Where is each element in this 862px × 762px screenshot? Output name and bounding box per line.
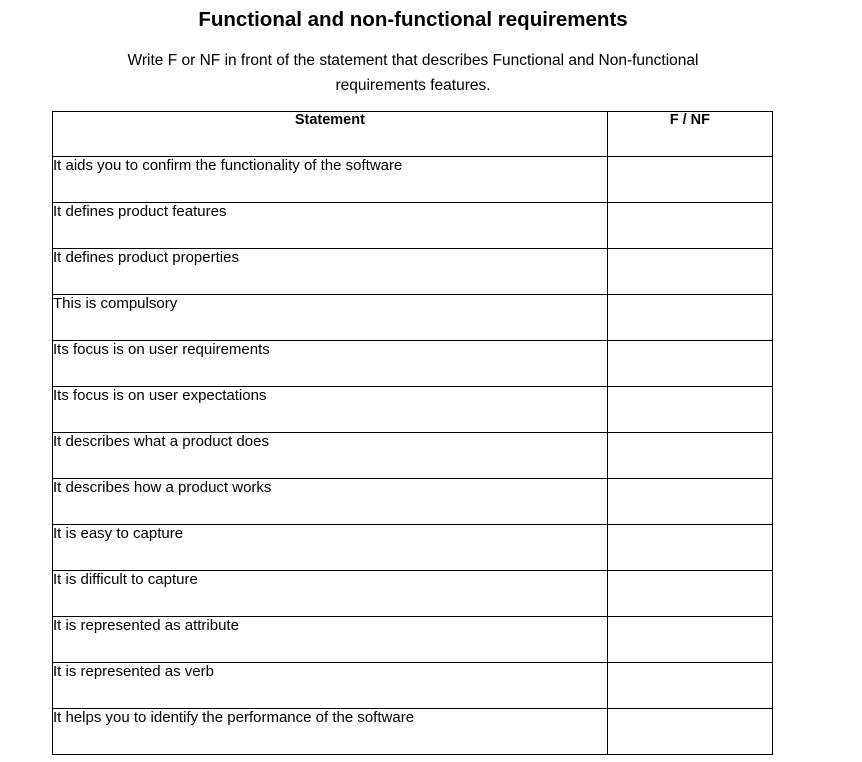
statement-cell: It defines product properties [53,249,608,295]
statement-cell: It describes how a product works [53,479,608,525]
statement-cell: It helps you to identify the performance of the software [53,709,608,755]
answer-cell[interactable] [607,295,772,341]
statement-cell: It describes what a product does [53,433,608,479]
table-row [53,157,773,203]
table-header-row [53,112,773,157]
answer-cell[interactable] [607,525,772,571]
table-row [53,249,773,295]
statement-cell: This is compulsory [53,295,608,341]
table-row [53,203,773,249]
table-row [53,433,773,479]
answer-cell[interactable] [607,617,772,663]
answer-cell[interactable] [607,433,772,479]
table-row [53,525,773,571]
answer-cell[interactable] [607,387,772,433]
answer-cell[interactable] [607,663,772,709]
table-row [53,571,773,617]
instructions-text: Write F or NF in front of the statement that describes Functional and Non-functional requirements features. [127,52,699,94]
table-row [53,709,773,755]
table-row [53,663,773,709]
statement-cell: Its focus is on user requirements [53,341,608,387]
statement-cell: It is difficult to capture [53,571,608,617]
page-title: Functional and non-functional requirements [198,8,628,31]
statement-cell: It is represented as verb [53,663,608,709]
table-row [53,387,773,433]
statement-cell: It is represented as attribute [53,617,608,663]
answer-cell[interactable] [607,479,772,525]
answer-cell[interactable] [607,157,772,203]
answer-cell[interactable] [607,203,772,249]
table-row [53,295,773,341]
answer-cell[interactable] [607,341,772,387]
statement-column-header: Statement [53,112,608,157]
statement-cell: It aids you to confirm the functionality of the software [53,157,608,203]
answer-cell[interactable] [607,249,772,295]
table-row [53,617,773,663]
answer-cell[interactable] [607,709,772,755]
table-row [53,341,773,387]
table-row [53,479,773,525]
statement-cell: Its focus is on user expectations [53,387,608,433]
requirements-table [52,111,773,755]
answer-cell[interactable] [607,571,772,617]
answer-column-header: F / NF [607,112,772,157]
statement-cell: It is easy to capture [53,525,608,571]
statement-cell: It defines product features [53,203,608,249]
